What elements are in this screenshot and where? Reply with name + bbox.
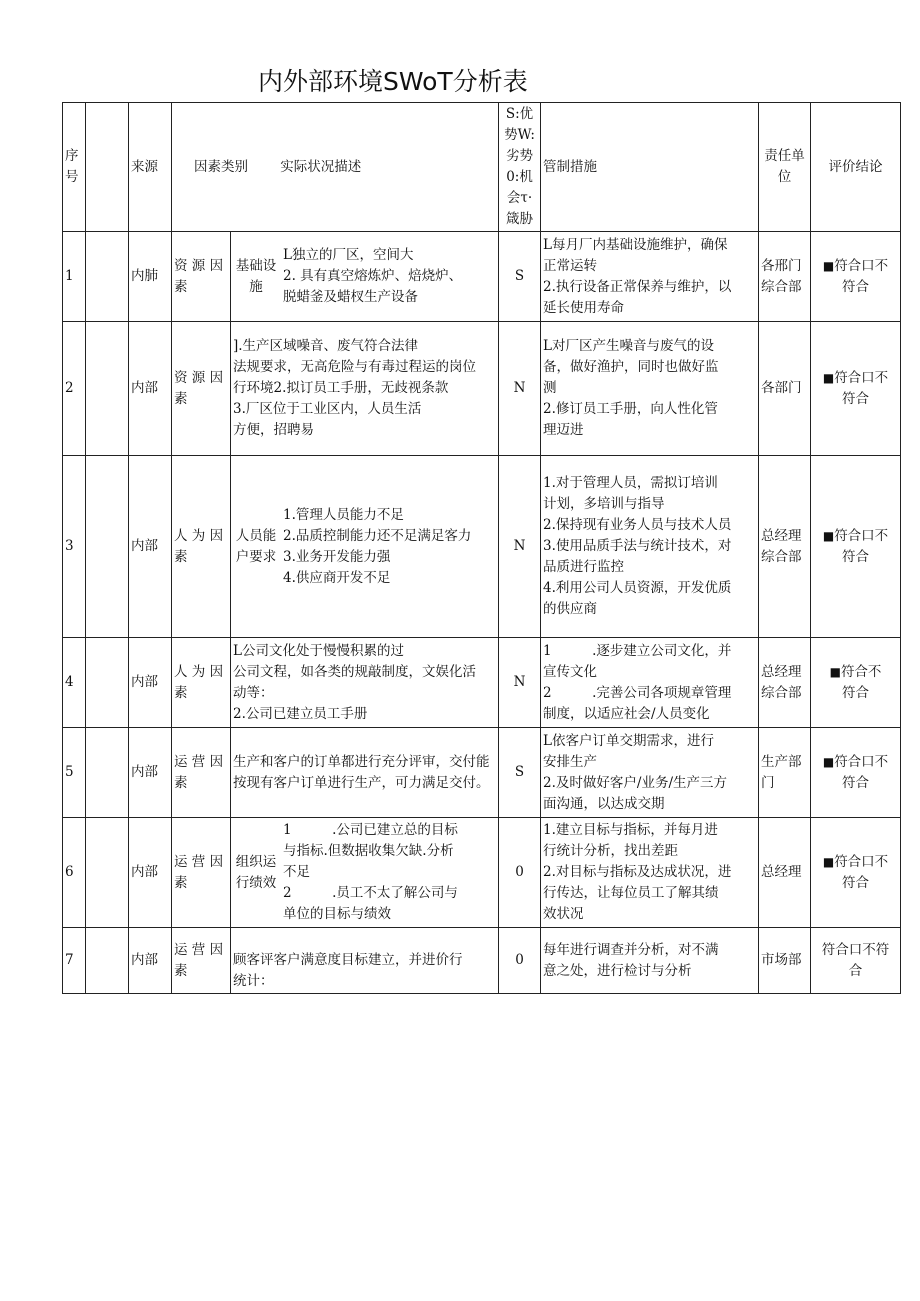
row-description: 1 .公司已建立总的目标 与指标.但数据收集欠缺.分析 不足 2 .员工不太了解公司与 单位的目标与绩效 <box>283 822 458 922</box>
row-source: 内部 <box>129 638 172 728</box>
row-factor: 资 源 因 素 <box>172 232 231 322</box>
row-measures: 每年进行调查并分析，对不满 意之处，进行检讨与分析 <box>541 928 759 994</box>
checkbox-filled-icon <box>823 370 834 386</box>
checkbox-filled-icon <box>823 528 834 544</box>
row-seq: 5 <box>63 728 86 818</box>
row-unit: 市场部 <box>759 928 811 994</box>
row-blank <box>86 232 129 322</box>
row-sub-description <box>231 232 499 322</box>
row-blank <box>86 818 129 928</box>
header-description: 实际状况描述 <box>280 158 362 175</box>
row-conclusion: 符合口不符 合 <box>811 928 901 994</box>
row-source: 内部 <box>129 818 172 928</box>
row-factor: 人 为 因 素 <box>172 638 231 728</box>
row-measures: 1.对于管理人员，需拟订培训 计划，多培训与指导 2.保持现有业务人员与技术人员 3.使用品质手法与统计技术，对 品质进行监控 4.利用公司人员资源，开发优质 的供应商 <box>541 456 759 638</box>
header-swot: S:优 势W: 劣势 0:机 会τ· 箴胁 <box>499 103 541 232</box>
swot-table <box>62 102 901 994</box>
row-swot: N <box>499 456 541 638</box>
table-row <box>63 232 901 322</box>
row-source: 内部 <box>129 728 172 818</box>
header-factor-type: 因素类别 <box>194 158 248 175</box>
row-source: 内肺 <box>129 232 172 322</box>
row-swot: N <box>499 322 541 456</box>
row-sub-description <box>231 456 499 638</box>
row-unit: 生产部 门 <box>759 728 811 818</box>
row-unit: 总经理 综合部 <box>759 456 811 638</box>
row-seq: 7 <box>63 928 86 994</box>
row-measures: 1 .逐步建立公司文化，并 宣传文化 2 .完善公司各项规章管理 制度，以适应社会/人员变化 <box>541 638 759 728</box>
row-measures: 1.建立目标与指标，并每月进 行统计分析，找出差距 2.对目标与指标及达成状况，进 行传达，让每位员工了解其绩 效状况 <box>541 818 759 928</box>
header-factor-description <box>172 103 499 232</box>
row-seq: 4 <box>63 638 86 728</box>
row-blank <box>86 928 129 994</box>
row-description: L独立的厂区，空间大 2. 具有真空熔炼炉、焙烧炉、 脱蜡釜及蜡杈生产设备 <box>283 247 463 305</box>
row-swot: 0 <box>499 928 541 994</box>
checkbox-filled-icon <box>823 854 834 870</box>
header-blank <box>86 103 129 232</box>
row-unit: 总经理 <box>759 818 811 928</box>
row-description: 1.管理人员能力不足 2.品质控制能力还不足满足客力 3.业务开发能力强 4.供应商开发不足 <box>283 506 472 586</box>
row-blank <box>86 638 129 728</box>
row-unit: 各邢门 综合部 <box>759 232 811 322</box>
row-swot: 0 <box>499 818 541 928</box>
header-conclusion: 评价结论 <box>811 103 901 232</box>
row-measures: L对厂区产生噪音与废气的设 备，做好渔护，同时也做好监 测 2.修订员工手册，向人性化管 理迈进 <box>541 322 759 456</box>
row-seq: 6 <box>63 818 86 928</box>
header-seq: 序 号 <box>63 103 86 232</box>
row-factor: 运 营 因 素 <box>172 928 231 994</box>
row-conclusion: ■ 符合口不 符合 <box>811 322 901 456</box>
row-seq: 1 <box>63 232 86 322</box>
table-row <box>63 322 901 456</box>
row-factor: 运 营 因 素 <box>172 818 231 928</box>
row-swot: N <box>499 638 541 728</box>
row-swot: S <box>499 728 541 818</box>
row-source: 内部 <box>129 456 172 638</box>
page-title: 内外部环境SWoT分析表 <box>258 67 528 96</box>
row-conclusion: ■ 符合不 符合 <box>811 638 901 728</box>
row-factor: 资 源 因 素 <box>172 322 231 456</box>
row-factor: 运 营 因 素 <box>172 728 231 818</box>
row-source: 内部 <box>129 928 172 994</box>
row-conclusion: ■ 符合口不 符合 <box>811 818 901 928</box>
row-description: 生产和客户的订单都进行充分评审，交付能按现有客户订单进行生产，可力满足交付。 <box>231 728 499 818</box>
row-sub: 人员能 户要求 <box>235 527 277 565</box>
table-row <box>63 818 901 928</box>
row-sub-description <box>231 818 499 928</box>
table-row <box>63 728 901 818</box>
checkbox-filled-icon <box>823 258 834 274</box>
header-source: 来源 <box>129 103 172 232</box>
row-conclusion: ■ 符合口不 符合 <box>811 728 901 818</box>
header-row <box>63 103 901 232</box>
row-seq: 2 <box>63 322 86 456</box>
row-description: L公司文化处于慢慢积累的过 公司文程，如各类的规敲制度，文娱化活 动等： 2.公司已建立员工手册 <box>231 638 499 728</box>
row-blank <box>86 456 129 638</box>
table-row <box>63 638 901 728</box>
row-sub: 基础设 施 <box>235 257 277 295</box>
checkbox-filled-icon <box>823 754 834 770</box>
row-description: ].生产区域噪音、废气符合法律 法规要求，无高危险与有毒过程运的岗位 行环境2.拟订员工手册，无歧视条款 3.厂区位于工业区内，人员生活 方便，招聘易 <box>231 322 499 456</box>
table-row <box>63 928 901 994</box>
row-measures: L依客户订单交期需求，进行 安排生产 2.及时做好客户/业务/生产三方 面沟通，以达成交期 <box>541 728 759 818</box>
row-conclusion: ■ 符合口不 符合 <box>811 456 901 638</box>
row-blank <box>86 728 129 818</box>
row-blank <box>86 322 129 456</box>
table-row <box>63 456 901 638</box>
row-unit: 各部门 <box>759 322 811 456</box>
row-source: 内部 <box>129 322 172 456</box>
row-swot: S <box>499 232 541 322</box>
row-unit: 总经理 综合部 <box>759 638 811 728</box>
checkbox-filled-icon <box>830 664 841 680</box>
row-sub: 组织运 行绩效 <box>235 853 277 891</box>
row-conclusion: ■ 符合口不 符合 <box>811 232 901 322</box>
row-seq: 3 <box>63 456 86 638</box>
row-factor: 人 为 因 素 <box>172 456 231 638</box>
row-sub: 顾客评客户满意度目标建立，并进价行 统计： <box>233 952 463 989</box>
row-measures: L每月厂内基础设施维护，确保 正常运转 2.执行设备正常保养与维护，以 延长使用寿命 <box>541 232 759 322</box>
row-sub-description <box>231 928 499 994</box>
header-measures: 管制措施 <box>541 103 759 232</box>
header-unit: 责任单 位 <box>759 103 811 232</box>
